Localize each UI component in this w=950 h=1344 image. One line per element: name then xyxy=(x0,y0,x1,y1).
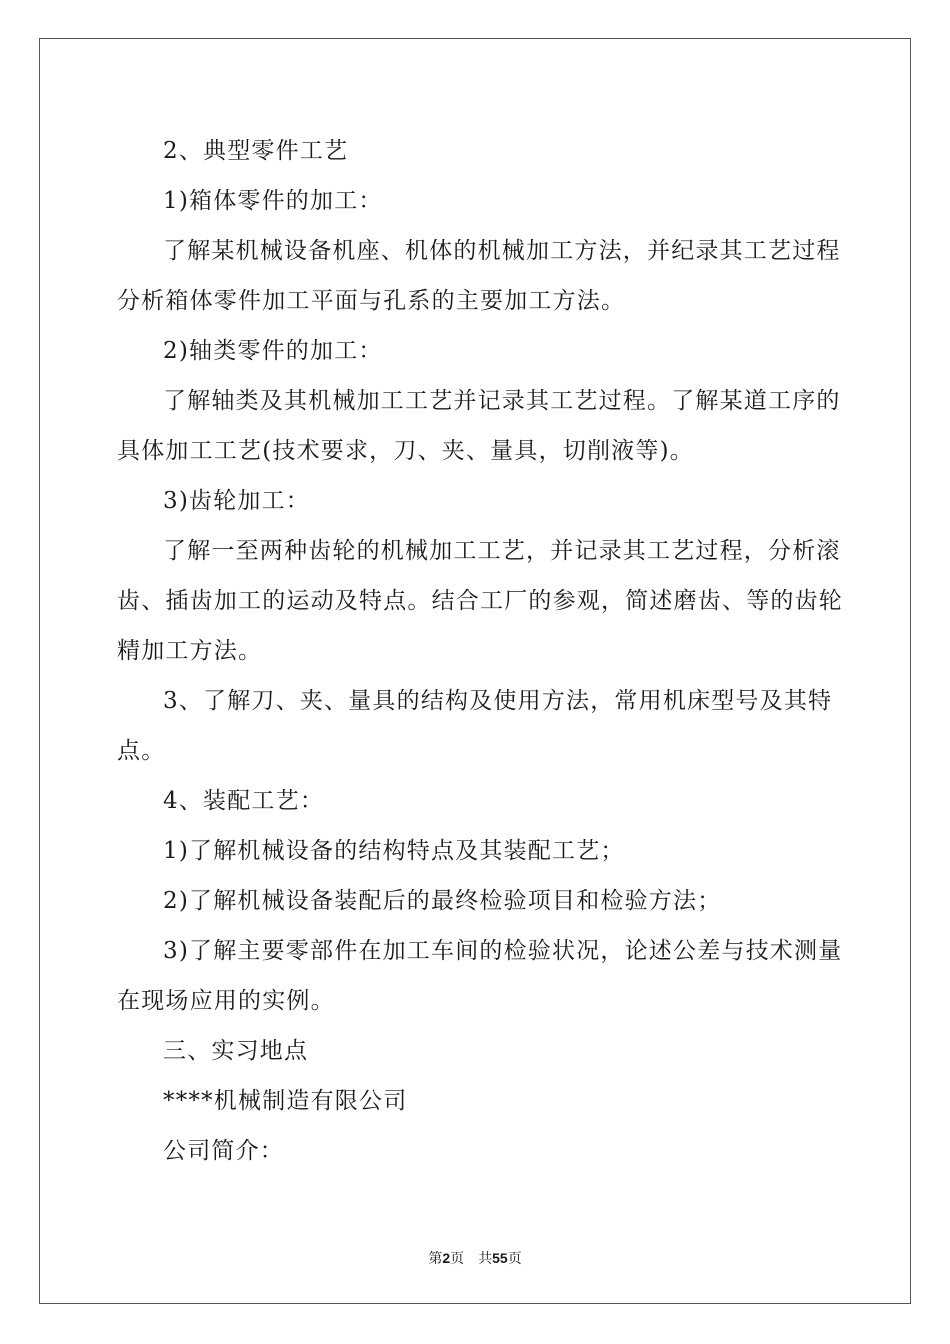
paragraph-line: 了解一至两种齿轮的机械加工工艺，并记录其工艺过程，分析滚 xyxy=(163,538,841,564)
paragraph-line: 1)箱体零件的加工： xyxy=(163,188,383,214)
document-body xyxy=(117,126,843,1176)
paragraph-continuation-line: 分析箱体零件加工平面与孔系的主要加工方法。 xyxy=(117,288,626,314)
paragraph-line: 1)了解机械设备的结构特点及其装配工艺； xyxy=(163,838,625,864)
paragraph-continuation-line: 齿、插齿加工的运动及特点。结合工厂的参观，简述磨齿、等的齿轮 xyxy=(117,588,843,614)
paragraph-continuation-line: 在现场应用的实例。 xyxy=(117,988,335,1014)
paragraph-continuation-line: 点。 xyxy=(117,738,166,764)
paragraph-line: 3)齿轮加工： xyxy=(163,488,311,514)
paragraph-line: 3)了解主要零部件在加工车间的检验状况，论述公差与技术测量 xyxy=(163,938,843,964)
paragraph-line: 2)轴类零件的加工： xyxy=(163,338,383,364)
paragraph-line: 2、典型零件工艺 xyxy=(163,138,349,164)
paragraph-continuation-line: 精加工方法。 xyxy=(117,638,263,664)
footer-total-suffix: 页 xyxy=(507,1251,522,1267)
paragraph-line: 了解某机械设备机座、机体的机械加工方法，并纪录其工艺过程 xyxy=(163,238,841,264)
footer-page-suffix: 页 xyxy=(450,1251,465,1267)
footer-page-number: 2 xyxy=(442,1250,451,1266)
footer-total-prefix: 共 xyxy=(478,1251,493,1267)
paragraph-continuation-line: 具体加工工艺(技术要求，刀、夹、量具，切削液等)。 xyxy=(117,438,694,464)
footer-page-prefix: 第 xyxy=(428,1251,443,1267)
footer-total-pages: 55 xyxy=(492,1250,508,1266)
paragraph-line: 了解轴类及其机械加工工艺并记录其工艺过程。了解某道工序的 xyxy=(163,388,841,414)
paragraph-line: 4、装配工艺： xyxy=(163,788,325,814)
paragraph-line: 公司简介： xyxy=(163,1138,284,1164)
paragraph-line: 三、实习地点 xyxy=(163,1038,309,1064)
page-footer xyxy=(0,1248,950,1269)
paragraph-line: 3、了解刀、夹、量具的结构及使用方法，常用机床型号及其特 xyxy=(163,688,833,714)
paragraph-line: ****机械制造有限公司 xyxy=(163,1088,408,1114)
paragraph-line: 2)了解机械设备装配后的最终检验项目和检验方法； xyxy=(163,888,722,914)
